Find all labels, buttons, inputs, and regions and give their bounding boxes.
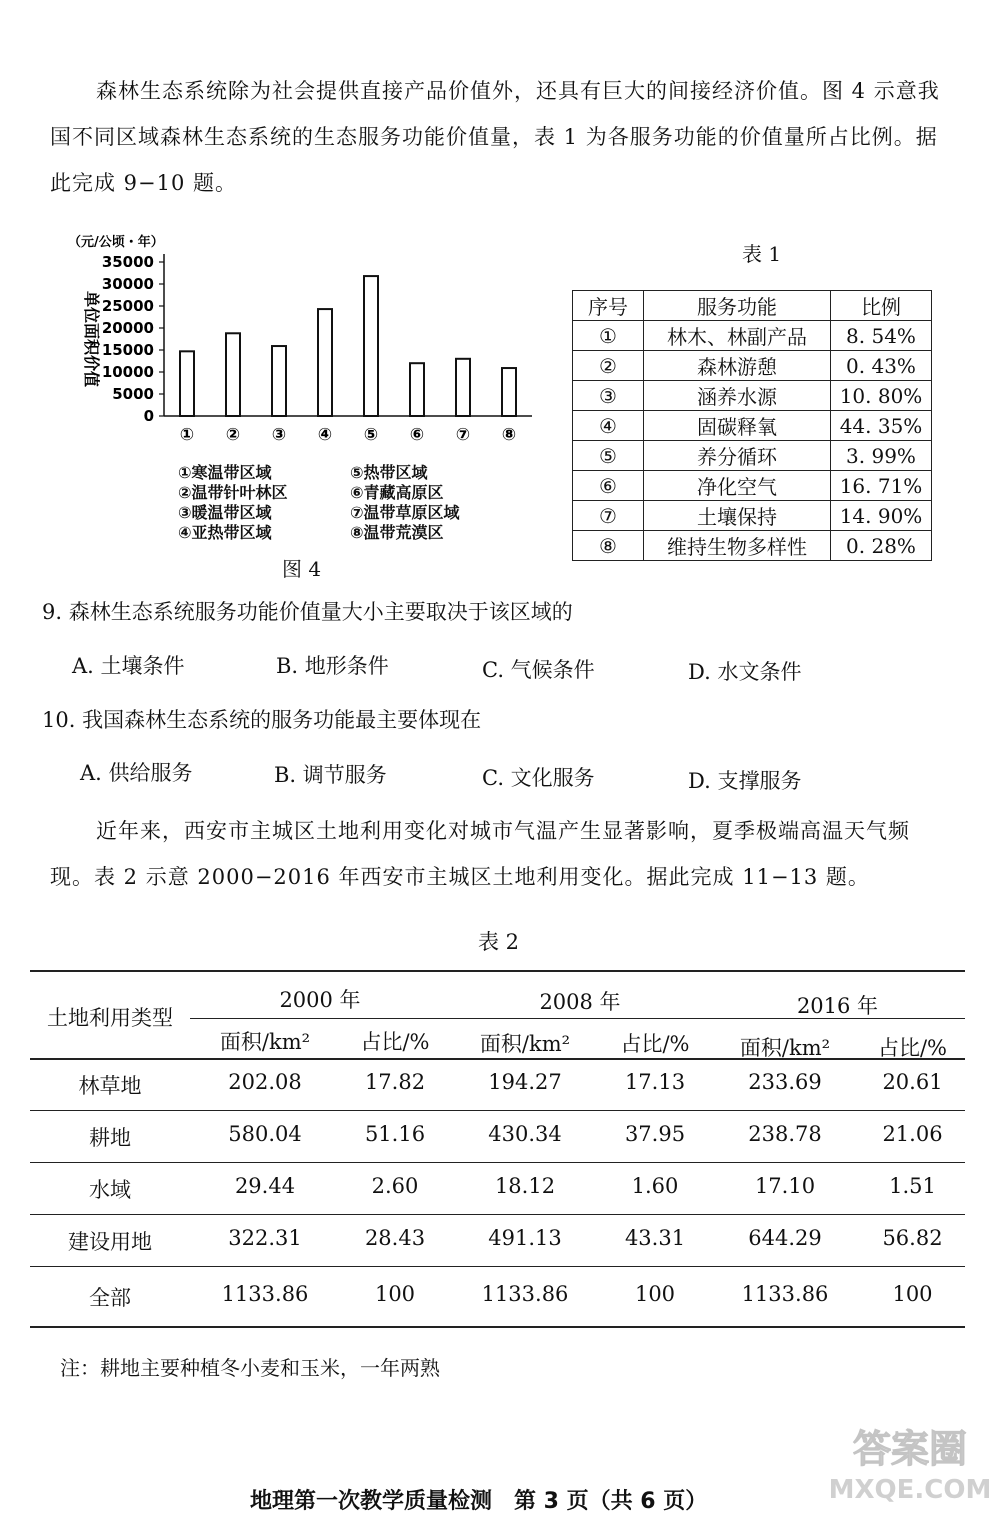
bar-chart xyxy=(60,228,540,458)
bar xyxy=(410,363,424,416)
table-1-cell-function: 林木、林副产品 xyxy=(644,321,831,351)
table-2-cell-share-2000: 28.43 xyxy=(364,1226,426,1250)
question-9-option-c: C. 气候条件 xyxy=(482,658,595,682)
legend-item-6: ⑥青藏高原区 xyxy=(350,483,444,502)
table-1-cell-function: 养分循环 xyxy=(644,441,831,471)
x-tick-label: ⑧ xyxy=(501,425,517,445)
x-tick-label: ③ xyxy=(271,425,287,445)
table-2-cell-area-2008: 1133.86 xyxy=(481,1282,569,1306)
table-2 xyxy=(30,970,965,1330)
question-10-option-c: C. 文化服务 xyxy=(482,766,595,790)
table-2-note: 注：耕地主要种植冬小麦和玉米，一年两熟 xyxy=(60,1356,440,1380)
legend-item-4: ④亚热带区域 xyxy=(178,523,272,542)
y-tick-label: 25000 xyxy=(101,297,154,315)
table-1-header-function: 服务功能 xyxy=(644,291,831,321)
figure-4 xyxy=(60,228,540,581)
table-1-cell-ratio: 8. 54% xyxy=(831,321,932,351)
table-2-cell-type: 耕地 xyxy=(89,1126,131,1150)
question-9-stem: 9. 森林生态系统服务功能价值量大小主要取决于该区域的 xyxy=(42,600,573,624)
table-2-cell-share-2016: 100 xyxy=(892,1282,933,1306)
table-1-cell-index: ⑥ xyxy=(573,471,644,501)
table-2-cell-share-2016: 56.82 xyxy=(882,1226,943,1250)
table-2-cell-area-2016: 1133.86 xyxy=(741,1282,829,1306)
bar xyxy=(502,368,516,416)
table-1-row xyxy=(573,381,932,411)
table-2-cell-share-2000: 17.82 xyxy=(364,1070,426,1094)
intro-paragraph-1 xyxy=(50,68,970,206)
table-1-cell-function: 涵养水源 xyxy=(644,381,831,411)
table-2-row-rule xyxy=(30,1162,965,1163)
bar xyxy=(180,351,194,416)
table-2-cell-share-2008: 1.60 xyxy=(631,1174,679,1198)
table-2-cell-share-2008: 17.13 xyxy=(624,1070,686,1094)
table-1-cell-index: ④ xyxy=(573,411,644,441)
legend-item-5: ⑤热带区域 xyxy=(350,463,428,482)
table-2-row-rule xyxy=(30,1266,965,1267)
table-1-row xyxy=(573,441,932,471)
question-9-option-d: D. 水文条件 xyxy=(688,660,802,684)
table-2-cell-share-2008: 43.31 xyxy=(624,1226,686,1250)
table-2-cell-area-2000: 202.08 xyxy=(228,1070,302,1094)
table-1-cell-index: ① xyxy=(573,321,644,351)
table-2-share-header: 占比/% xyxy=(620,1032,690,1056)
y-tick-label: 10000 xyxy=(101,363,154,381)
table-2-row-rule xyxy=(30,1110,965,1111)
table-1-header-ratio: 比例 xyxy=(831,291,932,321)
table-1-cell-index: ⑦ xyxy=(573,501,644,531)
table-2-cell-share-2008: 100 xyxy=(634,1282,676,1306)
bar xyxy=(364,276,378,416)
question-9-option-b: B. 地形条件 xyxy=(276,654,389,678)
intro1-line1: 森林生态系统除为社会提供直接产品价值外，还具有巨大的间接经济价值。图 4 示意我 xyxy=(96,79,940,103)
table-2-type-header: 土地利用类型 xyxy=(47,1006,173,1030)
table-1-cell-ratio: 14. 90% xyxy=(831,501,932,531)
y-tick-label: 0 xyxy=(143,407,154,425)
table-2-cell-share-2016: 20.61 xyxy=(882,1070,943,1094)
x-tick-label: ① xyxy=(179,425,195,445)
watermark-title: 答案圈 xyxy=(852,1427,968,1471)
table-2-cell-type: 建设用地 xyxy=(68,1230,152,1254)
table-1-cell-index: ③ xyxy=(573,381,644,411)
table-2-cell-area-2000: 580.04 xyxy=(228,1122,302,1146)
page-footer: 地理第一次教学质量检测 第 3 页（共 6 页） xyxy=(250,1489,708,1514)
table-2-cell-share-2000: 100 xyxy=(374,1282,416,1306)
table-2-cell-share-2016: 1.51 xyxy=(889,1174,936,1198)
table-2-cell-area-2008: 491.13 xyxy=(488,1226,562,1250)
table-1-cell-function: 土壤保持 xyxy=(644,501,831,531)
intro2-line2: 现。表 2 示意 2000−2016 年西安市主城区土地利用变化。据此完成 11−13 题。 xyxy=(50,865,870,889)
table-1-row xyxy=(573,351,932,381)
table-1-cell-function: 维持生物多样性 xyxy=(644,531,831,561)
table-1-row xyxy=(573,501,932,531)
intro2-line1: 近年来，西安市主城区土地利用变化对城市气温产生显著影响，夏季极端高温天气频 xyxy=(96,819,910,843)
legend-item-8: ⑧温带荒漠区 xyxy=(350,523,444,542)
table-2-cell-type: 林草地 xyxy=(78,1074,142,1098)
table-2-cell-share-2008: 37.95 xyxy=(624,1122,686,1146)
table-2-cell-type: 全部 xyxy=(89,1286,131,1310)
table-1-header-row xyxy=(573,291,932,321)
table-2-cell-area-2008: 194.27 xyxy=(488,1070,562,1094)
question-10-option-d: D. 支撑服务 xyxy=(688,769,802,793)
table-2-cell-area-2000: 29.44 xyxy=(234,1174,296,1198)
table-2-area-header: 面积/km² xyxy=(219,1030,311,1054)
legend-item-7: ⑦温带草原区域 xyxy=(350,503,460,522)
intro-paragraph-2 xyxy=(50,808,970,900)
table-1-cell-function: 固碳释氧 xyxy=(644,411,831,441)
y-tick-label: 35000 xyxy=(101,253,154,271)
y-tick-label: 15000 xyxy=(101,341,154,359)
y-axis-label: 单位面积价值 xyxy=(82,290,101,388)
table-2-cell-area-2008: 18.12 xyxy=(494,1174,556,1198)
table-1-caption: 表 1 xyxy=(742,242,782,266)
table-2-cell-area-2016: 17.10 xyxy=(754,1174,816,1198)
table-2-cell-area-2008: 430.34 xyxy=(488,1122,562,1146)
table-2-cell-type: 水域 xyxy=(89,1178,131,1202)
table-2-cell-share-2000: 51.16 xyxy=(364,1122,426,1146)
table-2-area-header: 面积/km² xyxy=(739,1036,831,1060)
x-tick-label: ⑤ xyxy=(363,425,379,445)
table-1-cell-ratio: 10. 80% xyxy=(831,381,932,411)
watermark-logo xyxy=(822,1420,997,1510)
table-2-cell-area-2000: 322.31 xyxy=(228,1226,302,1250)
bar xyxy=(318,309,332,416)
table-1-cell-function: 净化空气 xyxy=(644,471,831,501)
table-2-year-2008: 2008 年 xyxy=(539,990,621,1014)
bar xyxy=(226,333,240,416)
table-2-cell-area-2016: 238.78 xyxy=(748,1122,822,1146)
table-1-row xyxy=(573,411,932,441)
legend-item-2: ②温带针叶林区 xyxy=(178,483,288,502)
table-2-cell-share-2016: 21.06 xyxy=(882,1122,943,1146)
table-2-cell-share-2000: 2.60 xyxy=(371,1174,419,1198)
table-1-cell-ratio: 3. 99% xyxy=(831,441,932,471)
intro1-line3: 此完成 9−10 题。 xyxy=(50,171,238,195)
table-2-caption: 表 2 xyxy=(478,930,520,954)
x-tick-label: ② xyxy=(225,425,241,445)
y-axis-unit: （元/公顷・年） xyxy=(68,235,164,250)
table-2-year-2000: 2000 年 xyxy=(279,988,361,1012)
table-2-cell-area-2000: 1133.86 xyxy=(221,1282,309,1306)
x-tick-label: ④ xyxy=(317,425,333,445)
table-2-bottom-rule xyxy=(30,1326,965,1328)
legend-item-3: ③暖温带区域 xyxy=(178,503,272,522)
watermark-url: MXQE.COM xyxy=(828,1475,992,1505)
figure-4-caption: 图 4 xyxy=(282,557,322,581)
table-1-cell-function: 森林游憩 xyxy=(644,351,831,381)
table-1-row xyxy=(573,471,932,501)
table-2-top-rule xyxy=(30,970,965,972)
question-10-option-a: A. 供给服务 xyxy=(80,761,193,785)
question-10-stem: 10. 我国森林生态系统的服务功能最主要体现在 xyxy=(42,708,482,732)
table-2-cell-area-2016: 644.29 xyxy=(748,1226,822,1250)
table-1-cell-index: ⑤ xyxy=(573,441,644,471)
table-2-area-header: 面积/km² xyxy=(479,1032,571,1056)
question-9-option-a: A. 土壤条件 xyxy=(72,654,185,678)
table-1-cell-ratio: 44. 35% xyxy=(831,411,932,441)
table-2-cell-area-2016: 233.69 xyxy=(748,1070,822,1094)
bar xyxy=(456,359,470,416)
table-1-cell-ratio: 16. 71% xyxy=(831,471,932,501)
legend-item-1: ①寒温带区域 xyxy=(178,463,272,482)
table-1-cell-index: ⑧ xyxy=(573,531,644,561)
y-tick-label: 20000 xyxy=(101,319,154,337)
bar xyxy=(272,346,286,416)
table-2-share-header: 占比/% xyxy=(360,1030,430,1054)
table-1-row xyxy=(573,321,932,351)
table-1-body xyxy=(573,321,932,561)
table-1-row xyxy=(573,531,932,561)
table-2-share-header: 占比/% xyxy=(877,1036,948,1060)
table-1-cell-index: ② xyxy=(573,351,644,381)
table-2-row-rule xyxy=(30,1214,965,1215)
table-1-cell-ratio: 0. 28% xyxy=(831,531,932,561)
question-10-option-b: B. 调节服务 xyxy=(274,763,387,787)
x-tick-label: ⑦ xyxy=(455,425,471,445)
table-1-header-index: 序号 xyxy=(573,291,644,321)
table-1-cell-ratio: 0. 43% xyxy=(831,351,932,381)
table-2-year-2016: 2016 年 xyxy=(796,994,879,1018)
intro1-line2: 国不同区域森林生态系统的生态服务功能价值量，表 1 为各服务功能的价值量所占比例。据 xyxy=(50,125,938,149)
y-tick-label: 5000 xyxy=(112,385,154,403)
table-1 xyxy=(572,290,932,561)
y-tick-label: 30000 xyxy=(101,275,154,293)
x-tick-label: ⑥ xyxy=(409,425,425,445)
